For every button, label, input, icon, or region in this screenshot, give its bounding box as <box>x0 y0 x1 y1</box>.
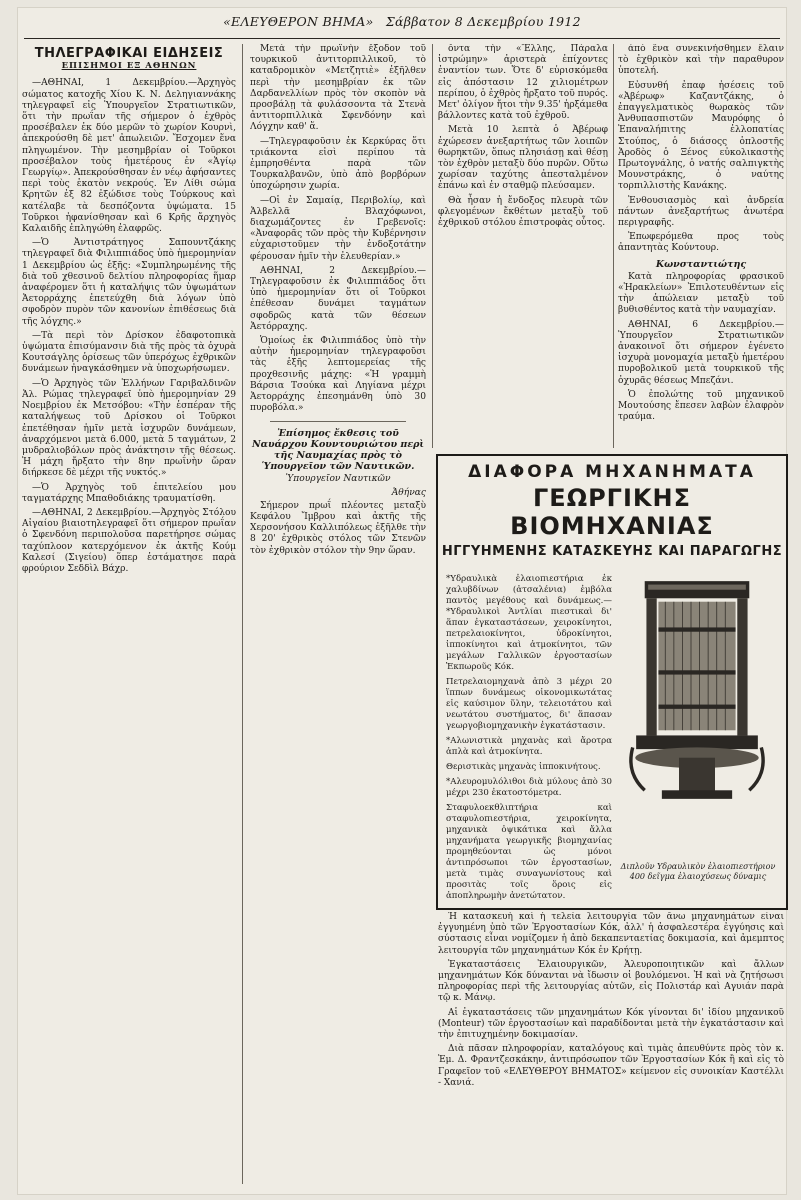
ad-body <box>446 574 612 906</box>
article-paragraph: Ὁ ἐπολώτης τοῦ μηχανικοῦ Μουτούσης ἔπεσεν λαβὼν ἐλαφρὸν τραύμα. <box>618 389 784 423</box>
article-paragraph: ΑΘΗΝΑΙ, 2 Δεκεμβρίου.—Τηλεγραφοῦσιν ἐκ Φιλιππιάδος ὅτι ὑπὸ ἡμερομηνίαν ὅτι οἱ Τοῦρκοι ἐπέθεσαν δυνάμει ταγμάτων σφοδρῶς κατὰ τῶν θέσεων Ἀετόρραχης. <box>250 265 426 332</box>
article-paragraph: —Ὁ Ἀρχηγὸς τοῦ ἐπιτελείου μου ταγματάρχης Μπαθοδιάκης τραυματίσθη. <box>22 482 236 504</box>
page-header <box>18 14 786 40</box>
place-line: Ἀθήνας <box>391 487 426 498</box>
ad-title: ΔΙΑΦΟΡΑ ΜΗΧΑΝΗΜΑΤΑ <box>468 462 756 482</box>
article-paragraph: —Ὁ Ἀντιστράτηγος Σαπουντζάκης τηλεγραφεῖ διὰ Φιλιππιάδος ὑπὸ ἡμερομηνίαν 1 Δεκεμβρίου ὡς ἑξῆς: «Συμπληρωμένης τῆς διὰ τοῦ χθεσινοῦ δελτίου πληροφορίας ἥμαρ ἀναφέρομεν ὅτι ἡ καταλήψις τῶν ὑψωμάτων Ἀετορράχης ἐπετεύχθη διὰ λόγων ὑπὸ σφοδρὸν πυρὸν τῶν κανονίων ἐπιθέσεως διὰ τῆς λόγχης.» <box>22 238 236 327</box>
article-paragraph: —ΑΘΗΝΑΙ, 1 Δεκεμβρίου.—Ἀρχηγὸς σώματος κατοχῆς Χίου Κ. Ν. Δεληγιαννάκης τηλεγραφεῖ εἰς Ὑπουργεῖον Στρατιωτικῶν, ὅτι τὴν πρωΐαν τῆς σήμερον ὁ ἐχθρὸς προσέβαλεν ἐκ δύο μερῶν τὸ χωρίον Κουρνὶ, ἀπεκρούσθη δὲ μετ' ἀπωλειῶν. Ἔσχομεν ἕνα πληγωμένον. Τὴν μεσημβρίαν οἱ Τοῦρκοι προσέβαλον τοὺς ἡμετέρους ἐν «Ἁγίῳ Γεωργίῳ». Ἀπεκρούσθησαν ἐν νέῳ ἀφήσαντες περὶ τοὺς ἑκατὸν νεκρούς. Ἐν Λίθι σώμα Κρητῶν ἐξ 82 ἐξώδισε τοὺς Τούρκους καὶ κατέλαβε τὰ δεσπόζοντα ὑψώματα. 15 Τοῦρκοι ἠφανίσθησαν καὶ 6 Κρῆς ἄρχηγὸς Καλαιδῆς ἐπληγώθη ἐλαφρῶς. <box>22 78 236 235</box>
article-paragraph: Εὐσυνθή ἐπαφ ἠσέσεις τοῦ «Ἀβέρωφ» Καζαντζάκης, ὁ ἐπαγγελματικὸς θωρακὸς τῶν Ἀνθυπασπιστῶν Μαυρόφης ὁ Ἐπαναλήπιτης ἐλλοπατίας Στούπος, ὁ διάσοςς ὁπλοστῆς Ἀροδὸς ὁ Ξένος εὐκολικαστὴς Πρωτογνάλης, ὁ νατής σαλπιγκτὴς Μουνστράκης, ὁ ναύτης τορπιλλιστὴς Κανάκης. <box>618 80 784 192</box>
article-paragraph: —Τὰ περὶ τὸν Δρίσκον ἐδαφοτοπικὰ ὑψώματα ἐπισύμανσιν διὰ τῆς πρὸς τὰ ὀχυρὰ Κουτσάγλης ὁρίσεως τῶν ὑπερόχως ἐχθρικῶν δυνάμεων ἠναγκάσθημεν νὰ ὑποχωρήσωμεν. <box>22 330 236 375</box>
ad-item: *Υδραυλικὰ ἐλαιοπιεστήρια ἐκ χαλυβδίνων (ἀτσαλένια) ἐμβόλα παντὸς μεγέθους καὶ δυνάμεως.—*Υδραυλικοὶ Ἀντλίαι πιεστικαὶ δι' ἅπαν ἐγκαταστάσεων, χειροκίνητοι, πετρελαιοκίνητοι, ὑδροκίνητοι, ἱπποκίνητοι καὶ ἀτμοκίνητοι, τῶν μεγάλων Γαλλικῶν ἐργοστασίων Ἐκπωροῦς Κόκ. <box>446 574 612 672</box>
ad-item: *Αλευρομυλόλιθοι διὰ μύλους ἀπὸ 30 μέχρι 230 ἐκατοστόμετρα. <box>446 777 612 798</box>
article-paragraph: —Ὁ Ἀρχηγὸς τῶν Ἑλλήνων Γαριβαλδινῶν Ἀλ. Ρώμας τηλεγραφεῖ ὑπὸ ἡμερομηνίαν 29 Νοεμβρίου ἐκ Μετσόβου: «Τὴν ἑσπέραν τῆς καταλήψεως τοῦ Δρίσκου οἱ Τοῦρκοι ἐπετέθησαν ἡμῖν μετὰ ἰσχυρῶν δυνάμεων, ἀναρχόμενοι μετὰ 6.000, μετὰ 5 ταγμάτων, 2 μυδραλιοβόλων πρὸς ἀνάκτησιν τῆς θέσεως. Ἡ μάχη ἤρξατο τὴν 8ην πρωΐνὴν ὥραν διήρκεσε δὲ μέχρι τῆς νυκτός.» <box>22 378 236 479</box>
article-paragraph: Διὰ πᾶσαν πληροφορίαν, καταλόγους καὶ τιμὰς ἀπευθύντε πρὸς τὸν κ. Ἐμ. Δ. Φραντζεσκάκην, ἀντιπρόσωπον τῶν Ἐργοστασίων Κόκ ἢ καὶ εἰς τὸ Γραφεῖον τοῦ «ΕΛΕΥΘΕΡΟΥ ΒΗΜΑΤΟΣ» κείμενον εἰς συνοικίαν Καστέλλι - Χανιά. <box>438 1044 784 1088</box>
column-3 <box>438 44 608 444</box>
newspaper-name: «ΕΛΕΥΘΕΡΟΝ ΒΗΜΑ» <box>223 14 374 29</box>
ad-item: Θεριστικὰς μηχανὰς ἱπποκινήτους. <box>446 762 601 772</box>
section-subtitle: ΕΠΙΣΗΜΟΙ ΕΞ ΑΘΗΝΩΝ <box>61 61 197 72</box>
column-divider <box>242 44 243 1184</box>
issue-date: Σάββατον 8 Δεκεμβρίου 1912 <box>385 14 581 29</box>
ad-subheadline: ΗΓΓΥΗΜΕΝΗΣ ΚΑΤΑΣΚΕΥΗΣ ΚΑΙ ΠΑΡΑΓΩΓΗΣ <box>441 544 783 559</box>
ad-item: *Αλωνιστικὰ μηχανὰς καὶ ἄροτρα ἁπλὰ καὶ ἀτμοκίνητα. <box>446 736 612 757</box>
press-illustration <box>616 576 778 816</box>
column-2 <box>250 44 426 1184</box>
section-title: ΤΗΛΕΓΡΑΦΙΚΑΙ ΕΙΔΗΣΕΙΣ <box>34 46 224 61</box>
ministry-line: Ὑπουργεῖον Ναυτικῶν <box>285 474 391 485</box>
ad-item: Σταφυλοεκθλιπτήρια καὶ σταφυλοπιεστήρια, χειροκίνητα, μηχανικὰ ὀψικάτικα καὶ ἄλλα μηχανήματα γεωργικῆς βιομηχανίας προμηθεύονται ὡς μόνοι ἀντιπρόσωποι τῶν ἐργοστασίων, μετὰ τιμὰς συναγωνίστους καὶ προσιτὰς τοῖς ὅροις εἰς ἀποπληρωμὴν ἀνετώτατον. <box>446 803 612 901</box>
article-paragraph: Ἐγκαταστάσεις Ἐλαιουργικῶν, Ἀλευροποιητικῶν καὶ ἄλλων μηχανημάτων Κόκ δύνανται νὰ ἴδωσιν οἱ βουλόμενοι. Ἡ καὶ νὰ ζητήσωσι πληροφορίας περὶ τῆς λειτουργίας αὐτῶν, εἰς Πολιστάρ καὶ Αγυιάν παρὰ τῷ κ. Μάνῳ. <box>438 959 784 1004</box>
article-paragraph: Μετὰ τὴν πρωΐνὴν ἔξοδον τοῦ τουρκικοῦ ἀντιτορπιλλικοῦ, τὸ καταδρομικὸν «Μετζητιὲ» ἐξῆλθεν περὶ τὴν μεσημβρίαν ἐκ τῶν Δαρδανελλίων πρὸς τὸν σκοπὸν νὰ προσβάλῃ τὰ φυλάσσοντα τὰ Στενὰ ἀντιτορπιλλικὰ Σφενδόνην καὶ Λόγχην καθ' ἅ. <box>250 44 426 133</box>
article-paragraph: Ὁμοίως ἐκ Φιλιππιάδος ὑπὸ τὴν αὐτὴν ἡμερομηνίαν τηλεγραφοῦσι τὰς ἑξῆς λεπτομερείας τῆς προχθεσινῆς μάχης: «Ἡ γραμμὴ Βάρσια Τσούκα καὶ Ληγίανα μέχρι Ἀετορράχης ἐπεσημάνθη ὑπὸ 30 πυροβόλα.» <box>250 336 426 414</box>
ad-item: Πετρελαιομηχανὰ ἀπὸ 3 μέχρι 20 ἵππων δυνάμεως οἰκονομικωτάτας εἰς καύσιμον ὕλην, τελειοτάτου καὶ νεωτάτου συστήματος, δι' ἅπασαν γεωργοβιομηχανικὴν ἐγκατάστασιν. <box>446 677 612 731</box>
column-divider <box>432 44 433 448</box>
article-paragraph: Σήμερον πρωΐ πλέοντες μεταξὺ Κεφάλου Ἴμβρου καὶ ἀκτῆς τῆς Χερσονήσου Καλλιπόλεως ἐξῆλθε τὴν 8 20' ἐχθρικὸς στόλος τῶν Στενῶν τὸν ἐχθρικὸν στόλον τὴν 9ην ὥραν. <box>250 500 426 556</box>
ad-headline: ΓΕΩΡΓΙΚΗΣ ΒΙΟΜΗΧΑΝΙΑΣ <box>510 484 714 540</box>
report-title: Ἐπίσημος ἔκθεσις τοῦ Ναυάρχου Κουντουριώτου περὶ τῆς Ναυμαχίας πρὸς τὸ Ὑπουργεῖον τῶν Ναυτικῶν. <box>251 427 425 473</box>
article-paragraph: Κατὰ πληροφορίας φρασικοῦ «Ἡρακλείων» Ἐπιλοτευθέντων εἰς τὴν ἀπώλειαν μεταξὺ τοῦ βυθισθέντος κατὰ τὴν ναυμαχίαν. <box>618 271 784 316</box>
column-1 <box>22 44 236 1184</box>
section-rule <box>270 421 406 422</box>
article-paragraph: Θὰ ἦσαν ἡ ἔνδοξος πλευρὰ τῶν φλεγομένων ἔκθέτων μεταξὺ τοῦ ἐχθρικοῦ στόλου ἐπιστροφὰς οὗτος. <box>438 195 608 229</box>
article-paragraph: Μετὰ 10 λεπτὰ ὁ Ἀβέρωφ ἐχώρεσεν ἀνεξαρτήτως τῶν λοιπῶν θωρηκτῶν, ὅπως πλησιάσῃ καὶ θέσῃ τὸν ἐχθρὸν μεταξὺ δύο πυρῶν. Οὕτω χωρίσαν ταχύτης ἀπεσταλμένον ἐπάνω καὶ ἐν σταθμῷ πλεύσαμεν. <box>438 125 608 192</box>
newspaper-page <box>18 8 786 1194</box>
machinery-advertisement <box>436 454 788 910</box>
article-paragraph: ὄντα τὴν «Ἔλλης, Πάραλα ἰστρώμην» ἀριστερὰ ἐπίχοντες ἐναντίον των. Ὅτε δ' εὑρισκόμεθα εἰς ἀπόστασιν 12 χιλιομέτρων περίπου, ὁ ἐχθρὸς ἤρξατο τοῦ πυρός. Μετ' ὀλίγον ἤτοι τὴν 9.35' ἠρξάμεθα βάλλοντες κατὰ τοῦ ἐχθροῦ. <box>438 44 608 122</box>
article-paragraph: Ἡ κατασκευὴ καὶ ἡ τελεία λειτουργία τῶν ἄνω μηχανημάτων εἶναι ἐγγυημένη ὑπὸ τῶν Ἐργοστασίων Κόκ, ἀλλ' ἡ ἀσφαλεστέρα ἐγγύησις καὶ σύστασις εἶναι νομίζομεν ἡ ἀπὸ δεκαπενταετίας δοκιμασία, καὶ ἀμεμπτος λειτουργία τῶν μηχανημάτων Κόκ ἐν Κρήτῃ. <box>438 912 784 956</box>
article-paragraph: —Οἱ ἐν Σαμαίᾳ, Περιβολίῳ, καὶ Ἀλβελλᾶ Βλαχόφωνοι, διαχωμάζοντες ἐν Γρεβενοῖς: «Ἀναφορᾶς τῶν πρὸς τὴν Κυβέρνησιν εὐχαριστοῦμεν τὴν ἐνδοξοτάτην φέρουσαν ἡμῖν τὴν ἐλευθερίαν.» <box>250 195 426 262</box>
article-paragraph: ΑΘΗΝΑΙ, 6 Δεκεμβρίου.—Ὑπουργεῖον Στρατιωτικῶν ἀνακοινοῖ ὅτι σήμερον ἐγένετο ἰσχυρὰ μονομαχία μεταξὺ ἡμετέρου πυροβολικοῦ μετὰ τουρκικοῦ τῆς ὀχυρᾶς θέσεως Μπεζάνι. <box>618 319 784 386</box>
ad-continuation <box>438 912 784 1184</box>
article-paragraph: ἀπὸ ἕνα συνεκινήσθημεν ἔλαιν τὸ ἐχθρικὸν καὶ τὴν παραθυρον ὑποτελή. <box>618 44 784 77</box>
header-rule <box>24 38 780 39</box>
article-paragraph: Ἐνθουσιασμὸς καὶ ἀνδρεία πάντων ἀνεξαρτήτως ἀνωτέρα περιγραφῆς. <box>618 195 784 229</box>
article-paragraph: Αἱ ἐγκαταστάσεις τῶν μηχανημάτων Κόκ γίνονται δι' ἰδίου μηχανικοῦ (Monteur) τῶν ἐργοστασίων καὶ παραδίδονται μετὰ τὴν ἐγκατάστασιν καὶ τὴν ἐπιτυχημένην δοκιμασίαν. <box>438 1007 784 1041</box>
column-divider <box>613 44 614 448</box>
article-paragraph: Ἐπωφερόμεθα προς τοὺς ἀπαντητὰς Κούντουρ. <box>618 232 784 254</box>
article-paragraph: —Τηλεγραφοῦσιν ἐκ Κερκύρας ὅτι τριάκοντα εἰσὶ περίπου τὰ ἐμπρησθέντα παρὰ τῶν Τουρκαλβανῶν, ὑπὸ ἀπὸ βορβόρων ὑποχώρησιν χωρία. <box>250 136 426 192</box>
illustration-caption: Διπλοῦν Υδραυλικὸν ἐλαιοπιεστήριον 400 δεῖγμα ἐλαιοχύσεως δύναμις <box>620 862 776 881</box>
article-paragraph: —ΑΘΗΝΑΙ, 2 Δεκεμβρίου.—Ἀρχηγὸς Στόλου Αἰγαίου βιαιοτηλεγραφεῖ ὅτι σήμερον πρωΐαν ὁ Σφενδόνη περιπολοῦσα παρετήρησε σώμας ταχύπλοον κατερχόμενον ἐκ ἀκτῆς Κούμ Καλεσί (Σιγείου) ὅπερ ἐστάματησε παρὰ φρούριον Σεδδὶλ Βάχρ. <box>22 507 236 574</box>
column-4 <box>618 44 784 454</box>
signature: Κωνσταντιώτης <box>655 258 747 270</box>
